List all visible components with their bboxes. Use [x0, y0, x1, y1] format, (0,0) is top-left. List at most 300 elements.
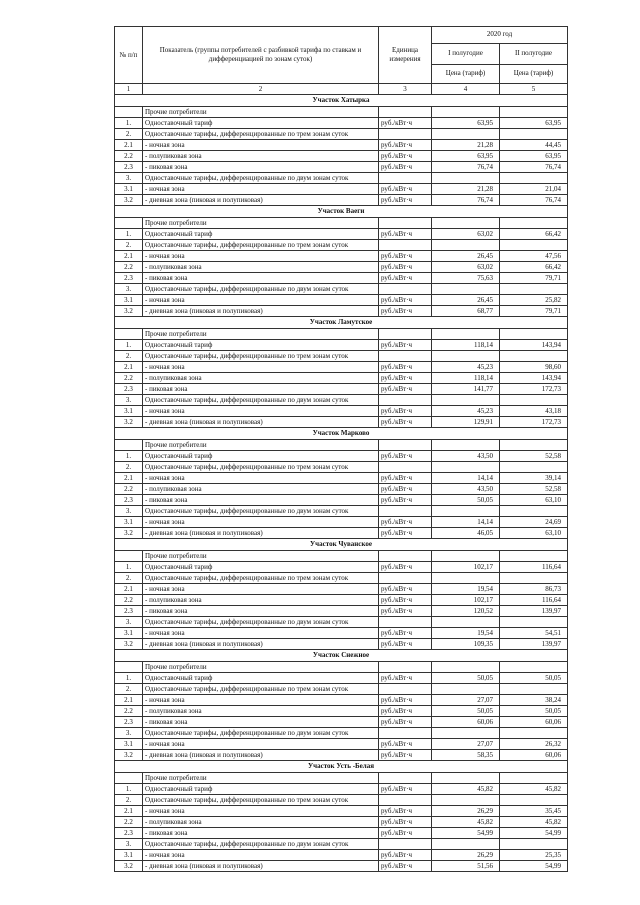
colnum-4: 4: [432, 84, 500, 95]
row-number: 2.3: [115, 606, 143, 617]
row-number: [115, 773, 143, 784]
row-number: 3.1: [115, 406, 143, 417]
row-label: - дневная зона (пиковая и полупиковая): [143, 195, 379, 206]
table-row: [115, 218, 568, 229]
price-half-2: [500, 773, 568, 784]
price-half-1: [432, 573, 500, 584]
row-unit: [379, 218, 432, 229]
row-unit: руб./кВт·ч: [379, 406, 432, 417]
row-label: - ночная зона: [143, 184, 379, 195]
section-title: Участок Ваеги: [115, 206, 568, 218]
table-row: [115, 184, 568, 195]
price-half-2: 44,45: [500, 140, 568, 151]
price-half-2: 24,69: [500, 517, 568, 528]
row-number: 3.1: [115, 295, 143, 306]
row-number: 3.2: [115, 195, 143, 206]
table-row: [115, 684, 568, 695]
row-label: Одноставочные тарифы, дифференцированные по трем зонам суток: [143, 462, 379, 473]
price-half-1: 14,14: [432, 473, 500, 484]
table-row: [115, 417, 568, 428]
row-number: 2.2: [115, 595, 143, 606]
row-number: 2.1: [115, 140, 143, 151]
price-half-1: [432, 617, 500, 628]
price-half-2: 50,05: [500, 673, 568, 684]
row-unit: руб./кВт·ч: [379, 251, 432, 262]
row-label: - дневная зона (пиковая и полупиковая): [143, 861, 379, 872]
row-label: - дневная зона (пиковая и полупиковая): [143, 306, 379, 317]
price-half-1: 21,28: [432, 140, 500, 151]
row-number: [115, 107, 143, 118]
price-half-2: [500, 173, 568, 184]
price-half-1: 118,14: [432, 373, 500, 384]
table-row: [115, 639, 568, 650]
price-half-1: [432, 240, 500, 251]
row-unit: [379, 773, 432, 784]
price-half-1: [432, 506, 500, 517]
table-row: [115, 773, 568, 784]
row-label: Одноставочный тариф: [143, 340, 379, 351]
price-half-1: 43,50: [432, 484, 500, 495]
row-label: - пиковая зона: [143, 162, 379, 173]
price-half-1: [432, 107, 500, 118]
table-row: [115, 662, 568, 673]
table-row: [115, 162, 568, 173]
section-row: [115, 761, 568, 773]
row-label: - дневная зона (пиковая и полупиковая): [143, 750, 379, 761]
price-half-1: 51,56: [432, 861, 500, 872]
price-half-2: 172,73: [500, 384, 568, 395]
section-row: [115, 206, 568, 218]
price-half-2: 43,18: [500, 406, 568, 417]
row-unit: руб./кВт·ч: [379, 229, 432, 240]
row-unit: [379, 351, 432, 362]
row-number: 2.1: [115, 695, 143, 706]
price-half-1: 76,74: [432, 162, 500, 173]
row-number: 3.: [115, 395, 143, 406]
price-half-2: [500, 795, 568, 806]
row-unit: руб./кВт·ч: [379, 417, 432, 428]
row-number: 2.2: [115, 706, 143, 717]
price-half-2: 47,56: [500, 251, 568, 262]
price-half-1: [432, 773, 500, 784]
row-label: Одноставочный тариф: [143, 673, 379, 684]
row-label: Одноставочный тариф: [143, 118, 379, 129]
table-row: [115, 784, 568, 795]
row-number: 2.2: [115, 817, 143, 828]
price-half-2: [500, 129, 568, 140]
row-number: 2.3: [115, 717, 143, 728]
price-half-1: 76,74: [432, 195, 500, 206]
price-half-1: 118,14: [432, 340, 500, 351]
row-unit: руб./кВт·ч: [379, 340, 432, 351]
section-row: [115, 428, 568, 440]
table-row: [115, 395, 568, 406]
row-number: 2.: [115, 351, 143, 362]
table-row: [115, 340, 568, 351]
table-row: [115, 107, 568, 118]
price-half-2: [500, 440, 568, 451]
row-number: 2.: [115, 462, 143, 473]
price-half-2: 98,60: [500, 362, 568, 373]
price-half-2: 66,42: [500, 229, 568, 240]
row-number: [115, 218, 143, 229]
table-row: [115, 562, 568, 573]
row-number: 2.1: [115, 806, 143, 817]
price-half-1: [432, 684, 500, 695]
row-unit: руб./кВт·ч: [379, 373, 432, 384]
row-unit: руб./кВт·ч: [379, 784, 432, 795]
row-unit: руб./кВт·ч: [379, 195, 432, 206]
row-number: 2.: [115, 795, 143, 806]
price-half-2: 26,32: [500, 739, 568, 750]
row-number: 3.2: [115, 639, 143, 650]
row-unit: руб./кВт·ч: [379, 717, 432, 728]
row-number: 3.1: [115, 850, 143, 861]
row-unit: руб./кВт·ч: [379, 606, 432, 617]
row-unit: руб./кВт·ч: [379, 295, 432, 306]
row-number: 2.: [115, 684, 143, 695]
row-label: Одноставочные тарифы, дифференцированные по двум зонам суток: [143, 617, 379, 628]
row-number: 1.: [115, 229, 143, 240]
row-unit: руб./кВт·ч: [379, 184, 432, 195]
row-label: - пиковая зона: [143, 384, 379, 395]
row-label: - пиковая зона: [143, 495, 379, 506]
row-unit: [379, 107, 432, 118]
price-half-1: 19,54: [432, 628, 500, 639]
price-half-2: 172,73: [500, 417, 568, 428]
row-number: 3.: [115, 617, 143, 628]
table-row: [115, 273, 568, 284]
row-number: 2.2: [115, 484, 143, 495]
section-title: Участок Ламутское: [115, 317, 568, 329]
table-row: [115, 129, 568, 140]
table-row: [115, 717, 568, 728]
table-row: [115, 573, 568, 584]
row-label: Одноставочный тариф: [143, 451, 379, 462]
price-half-1: 26,45: [432, 295, 500, 306]
price-half-2: [500, 839, 568, 850]
header-indicator: Показатель (группы потребителей с разбивкой тарифа по ставкам и дифференциацией по зонам суток): [143, 27, 379, 84]
row-label: - ночная зона: [143, 739, 379, 750]
table-row: [115, 295, 568, 306]
row-label: Одноставочные тарифы, дифференцированные по двум зонам суток: [143, 728, 379, 739]
row-label: - ночная зона: [143, 362, 379, 373]
table-row: [115, 406, 568, 417]
section-title: Участок Усть -Белая: [115, 761, 568, 773]
table-row: [115, 284, 568, 295]
row-unit: [379, 329, 432, 340]
row-number: 3.1: [115, 628, 143, 639]
row-label: - ночная зона: [143, 628, 379, 639]
row-label: - дневная зона (пиковая и полупиковая): [143, 528, 379, 539]
price-half-2: [500, 728, 568, 739]
price-half-1: 27,07: [432, 695, 500, 706]
table-header-row: [115, 27, 568, 44]
table-row: [115, 506, 568, 517]
row-number: 2.: [115, 240, 143, 251]
table-row: [115, 617, 568, 628]
row-unit: руб./кВт·ч: [379, 817, 432, 828]
row-label: Прочие потребители: [143, 551, 379, 562]
row-unit: руб./кВт·ч: [379, 639, 432, 650]
row-label: - дневная зона (пиковая и полупиковая): [143, 639, 379, 650]
row-label: - ночная зона: [143, 295, 379, 306]
row-label: Одноставочный тариф: [143, 229, 379, 240]
price-half-2: 143,94: [500, 340, 568, 351]
row-number: 2.1: [115, 251, 143, 262]
colnum-3: 3: [379, 84, 432, 95]
row-unit: руб./кВт·ч: [379, 628, 432, 639]
price-half-2: [500, 684, 568, 695]
price-half-2: [500, 218, 568, 229]
price-half-1: 26,45: [432, 251, 500, 262]
price-half-2: 54,51: [500, 628, 568, 639]
price-half-2: [500, 240, 568, 251]
table-row: [115, 306, 568, 317]
table-row: [115, 795, 568, 806]
price-half-1: 45,23: [432, 406, 500, 417]
price-half-2: [500, 551, 568, 562]
row-unit: руб./кВт·ч: [379, 273, 432, 284]
section-title: Участок Марково: [115, 428, 568, 440]
price-half-2: [500, 351, 568, 362]
price-half-1: 63,95: [432, 151, 500, 162]
row-label: Одноставочные тарифы, дифференцированные по двум зонам суток: [143, 506, 379, 517]
price-half-1: 54,99: [432, 828, 500, 839]
price-half-1: 21,28: [432, 184, 500, 195]
price-half-2: 76,74: [500, 162, 568, 173]
row-unit: руб./кВт·ч: [379, 451, 432, 462]
row-number: 2.2: [115, 373, 143, 384]
row-number: 3.2: [115, 306, 143, 317]
row-label: - полупиковая зона: [143, 151, 379, 162]
row-label: - ночная зона: [143, 473, 379, 484]
price-half-2: 66,42: [500, 262, 568, 273]
table-row: [115, 839, 568, 850]
price-half-2: 21,04: [500, 184, 568, 195]
price-half-1: 109,35: [432, 639, 500, 650]
price-half-2: [500, 395, 568, 406]
price-half-2: 25,82: [500, 295, 568, 306]
price-half-2: 52,58: [500, 484, 568, 495]
price-half-2: [500, 506, 568, 517]
row-unit: руб./кВт·ч: [379, 562, 432, 573]
price-half-2: [500, 462, 568, 473]
price-half-1: [432, 462, 500, 473]
price-half-1: 26,29: [432, 850, 500, 861]
row-label: - полупиковая зона: [143, 373, 379, 384]
row-unit: руб./кВт·ч: [379, 517, 432, 528]
row-unit: руб./кВт·ч: [379, 162, 432, 173]
price-half-2: 143,94: [500, 373, 568, 384]
price-half-1: 129,91: [432, 417, 500, 428]
price-half-1: [432, 173, 500, 184]
row-label: Одноставочные тарифы, дифференцированные по двум зонам суток: [143, 173, 379, 184]
row-unit: руб./кВт·ч: [379, 495, 432, 506]
table-row: [115, 440, 568, 451]
price-half-2: 116,64: [500, 562, 568, 573]
price-half-2: 45,82: [500, 817, 568, 828]
row-unit: руб./кВт·ч: [379, 695, 432, 706]
row-label: Одноставочные тарифы, дифференцированные по двум зонам суток: [143, 839, 379, 850]
price-half-1: 63,95: [432, 118, 500, 129]
row-number: 2.3: [115, 384, 143, 395]
row-label: Одноставочный тариф: [143, 562, 379, 573]
section-row: [115, 539, 568, 551]
row-unit: [379, 284, 432, 295]
row-unit: [379, 129, 432, 140]
price-half-1: 102,17: [432, 595, 500, 606]
row-unit: руб./кВт·ч: [379, 739, 432, 750]
price-half-2: [500, 617, 568, 628]
price-half-1: 63,02: [432, 229, 500, 240]
price-half-1: [432, 551, 500, 562]
row-label: - ночная зона: [143, 850, 379, 861]
price-half-2: [500, 329, 568, 340]
section-row: [115, 650, 568, 662]
price-half-2: 63,10: [500, 495, 568, 506]
price-half-1: [432, 395, 500, 406]
price-half-2: 86,73: [500, 584, 568, 595]
row-label: Одноставочные тарифы, дифференцированные по трем зонам суток: [143, 684, 379, 695]
row-number: 2.: [115, 129, 143, 140]
row-label: - полупиковая зона: [143, 817, 379, 828]
row-unit: [379, 684, 432, 695]
price-half-1: 50,05: [432, 706, 500, 717]
table-row: [115, 240, 568, 251]
price-half-2: 54,99: [500, 828, 568, 839]
colnum-2: 2: [143, 84, 379, 95]
price-half-2: [500, 662, 568, 673]
price-half-1: 26,29: [432, 806, 500, 817]
row-unit: руб./кВт·ч: [379, 750, 432, 761]
row-unit: руб./кВт·ч: [379, 673, 432, 684]
header-half-1: I полугодие: [432, 43, 500, 64]
price-half-1: 63,02: [432, 262, 500, 273]
header-unit: Единица измерения: [379, 27, 432, 84]
table-row: [115, 750, 568, 761]
price-half-1: 68,77: [432, 306, 500, 317]
price-half-2: [500, 284, 568, 295]
price-half-1: 102,17: [432, 562, 500, 573]
section-row: [115, 95, 568, 107]
table-row: [115, 462, 568, 473]
row-unit: [379, 573, 432, 584]
row-label: Одноставочные тарифы, дифференцированные по двум зонам суток: [143, 395, 379, 406]
table-row: [115, 706, 568, 717]
row-label: - ночная зона: [143, 517, 379, 528]
row-number: 3.: [115, 506, 143, 517]
price-half-2: 63,95: [500, 151, 568, 162]
row-number: 2.2: [115, 151, 143, 162]
row-number: [115, 329, 143, 340]
row-unit: руб./кВт·ч: [379, 262, 432, 273]
table-row: [115, 806, 568, 817]
price-half-1: [432, 284, 500, 295]
row-unit: руб./кВт·ч: [379, 384, 432, 395]
row-unit: руб./кВт·ч: [379, 306, 432, 317]
row-number: [115, 662, 143, 673]
row-unit: [379, 395, 432, 406]
row-unit: руб./кВт·ч: [379, 861, 432, 872]
row-label: - пиковая зона: [143, 828, 379, 839]
row-unit: [379, 795, 432, 806]
table-row: [115, 329, 568, 340]
price-half-1: [432, 662, 500, 673]
price-half-1: 43,50: [432, 451, 500, 462]
row-unit: руб./кВт·ч: [379, 528, 432, 539]
colnum-1: 1: [115, 84, 143, 95]
row-label: - пиковая зона: [143, 606, 379, 617]
row-label: - полупиковая зона: [143, 262, 379, 273]
table-row: [115, 351, 568, 362]
row-label: - дневная зона (пиковая и полупиковая): [143, 417, 379, 428]
price-half-1: 60,06: [432, 717, 500, 728]
row-label: Прочие потребители: [143, 218, 379, 229]
table-row: [115, 451, 568, 462]
row-label: Прочие потребители: [143, 440, 379, 451]
price-half-2: 25,35: [500, 850, 568, 861]
row-number: 3.: [115, 839, 143, 850]
colnum-5: 5: [500, 84, 568, 95]
row-label: - полупиковая зона: [143, 595, 379, 606]
table-row: [115, 817, 568, 828]
table-row: [115, 373, 568, 384]
row-number: 2.1: [115, 584, 143, 595]
row-number: 2.1: [115, 362, 143, 373]
row-number: 3.2: [115, 861, 143, 872]
table-row: [115, 606, 568, 617]
row-unit: [379, 839, 432, 850]
row-label: Одноставочные тарифы, дифференцированные по трем зонам суток: [143, 795, 379, 806]
row-label: - ночная зона: [143, 140, 379, 151]
table-row: [115, 528, 568, 539]
row-label: - пиковая зона: [143, 273, 379, 284]
table-row: [115, 850, 568, 861]
price-half-1: 27,07: [432, 739, 500, 750]
row-label: - полупиковая зона: [143, 706, 379, 717]
section-title: Участок Хатырка: [115, 95, 568, 107]
price-half-2: 63,95: [500, 118, 568, 129]
table-row: [115, 251, 568, 262]
price-half-1: 141,77: [432, 384, 500, 395]
price-half-1: [432, 351, 500, 362]
header-price-2: Цена (тариф): [500, 64, 568, 83]
row-number: [115, 551, 143, 562]
table-row: [115, 384, 568, 395]
price-half-2: 116,64: [500, 595, 568, 606]
row-unit: руб./кВт·ч: [379, 118, 432, 129]
price-half-2: 60,06: [500, 750, 568, 761]
row-number: 3.1: [115, 184, 143, 195]
row-label: Одноставочные тарифы, дифференцированные по трем зонам суток: [143, 573, 379, 584]
price-half-2: [500, 573, 568, 584]
row-label: Прочие потребители: [143, 773, 379, 784]
price-half-1: 19,54: [432, 584, 500, 595]
header-half-2: II полугодие: [500, 43, 568, 64]
row-unit: [379, 617, 432, 628]
row-unit: руб./кВт·ч: [379, 706, 432, 717]
row-unit: [379, 440, 432, 451]
price-half-2: 52,58: [500, 451, 568, 462]
price-half-2: 54,99: [500, 861, 568, 872]
table-row: [115, 673, 568, 684]
price-half-1: [432, 218, 500, 229]
table-row: [115, 473, 568, 484]
table-row: [115, 362, 568, 373]
row-number: 1.: [115, 784, 143, 795]
row-number: 2.3: [115, 495, 143, 506]
